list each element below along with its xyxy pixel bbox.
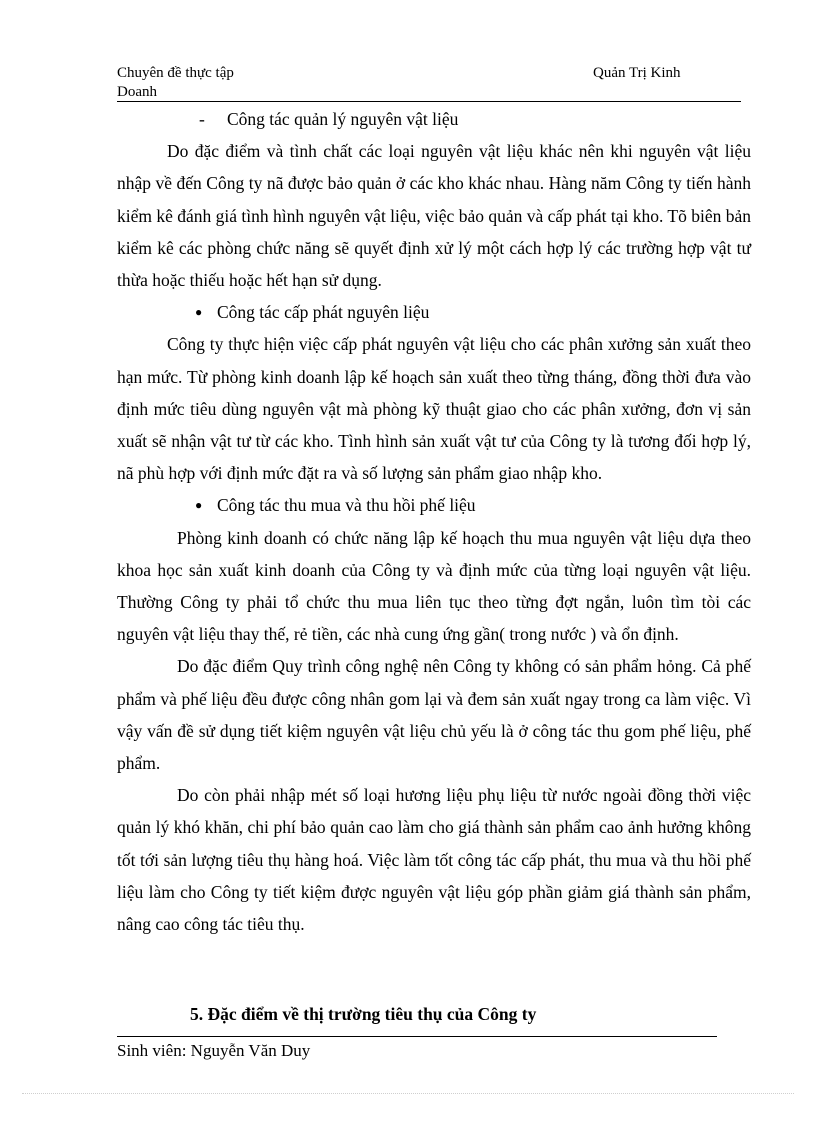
list-item-cap-phat: [117, 296, 751, 328]
dash-marker: -: [199, 109, 205, 129]
header-right: Quản Trị Kinh: [593, 65, 681, 81]
header-left: [117, 64, 234, 102]
header-divider: [117, 101, 741, 102]
list-item-title: Công tác thu mua và thu hồi phế liệu: [217, 495, 476, 516]
paragraph-4: Do đặc điểm Quy trình công nghệ nên Công ty không có sản phẩm hỏng. Cả phế phẩm và phế liệu đều được công nhân gom lại và đem sản xuất ngay trong ca làm việc. Vì vậy vấn đề sử dụng tiết kiệm nguyên vật liệu chủ yếu là ở công tác thu gom phế liệu, phế phẩm.: [117, 656, 751, 774]
list-item-title: Công tác quản lý nguyên vật liệu: [227, 109, 459, 129]
page-edge-line: [22, 1093, 794, 1094]
footer-divider: [117, 1036, 717, 1037]
footer-student: Sinh viên: Nguyễn Văn Duy: [117, 1041, 311, 1060]
document-body: [117, 103, 751, 940]
list-item-title: Công tác cấp phát nguyên liệu: [217, 302, 430, 323]
list-item-quan-ly: [117, 103, 751, 135]
paragraph-3: Phòng kinh doanh có chức năng lập kế hoạch thu mua nguyên vật liệu dựa theo khoa học sản xuất kinh doanh của Công ty và định mức của từng loại nguyên vật liệu. Thường Công ty phải tổ chức thu mua liên tục theo từng đợt ngắn, luôn tìm tòi các nguyên vật liệu thay thế, rẻ tiền, các nhà cung ứng gần( trong nước ) và ổn định.: [117, 527, 751, 645]
list-item-thu-mua: [117, 489, 751, 521]
bullet-icon: ●: [195, 498, 203, 513]
header-left-line1: Chuyên đề thực tập: [117, 65, 234, 81]
header-left-line2: Doanh: [117, 84, 157, 100]
paragraph-5: Do còn phải nhập mét số loại hương liệu phụ liệu từ nước ngoài đồng thời việc quản lý khó khăn, chi phí bảo quản cao làm cho giá thành sản phẩm cao ảnh hưởng không tốt tới sản lượng tiêu thụ hàng hoá. Việc làm tốt công tác cấp phát, thu mua và thu hồi phế liệu làm cho Công ty tiết kiệm được nguyên vật liệu góp phần giảm giá thành sản phẩm, nâng cao công tác tiêu thụ.: [117, 785, 751, 935]
bullet-icon: ●: [195, 305, 203, 320]
paragraph-1: Do đặc điểm và tình chất các loại nguyên vật liệu khác nên khi nguyên vật liệu nhập về đến Công ty nã được bảo quản ở các kho khác nhau. Hàng năm Công ty tiến hành kiểm kê đánh giá tình hình nguyên vật liệu, việc bảo quản và cấp phát tại kho. Tõ biên bản kiểm kê các phòng chức năng sẽ quyết định xử lý một cách hợp lý các trường hợp vật tư thừa hoặc thiếu hoặc hết hạn sử dụng.: [117, 141, 751, 291]
paragraph-2: Công ty thực hiện việc cấp phát nguyên vật liệu cho các phân xưởng sản xuất theo hạn mức. Từ phòng kinh doanh lập kế hoạch sản xuất theo từng tháng, đồng thời đưa vào định mức tiêu dùng nguyên vật mà phòng kỹ thuật giao cho các phân xưởng, đơn vị sản xuất sẽ nhận vật tư từ các kho. Tình hình sản xuất vật tư của Công ty là tương đối hợp lý, nã phù hợp với định mức đặt ra và số lượng sản phẩm giao nhập kho.: [117, 334, 751, 484]
section-heading: 5. Đặc điểm về thị trường tiêu thụ của Công ty: [190, 1004, 537, 1024]
